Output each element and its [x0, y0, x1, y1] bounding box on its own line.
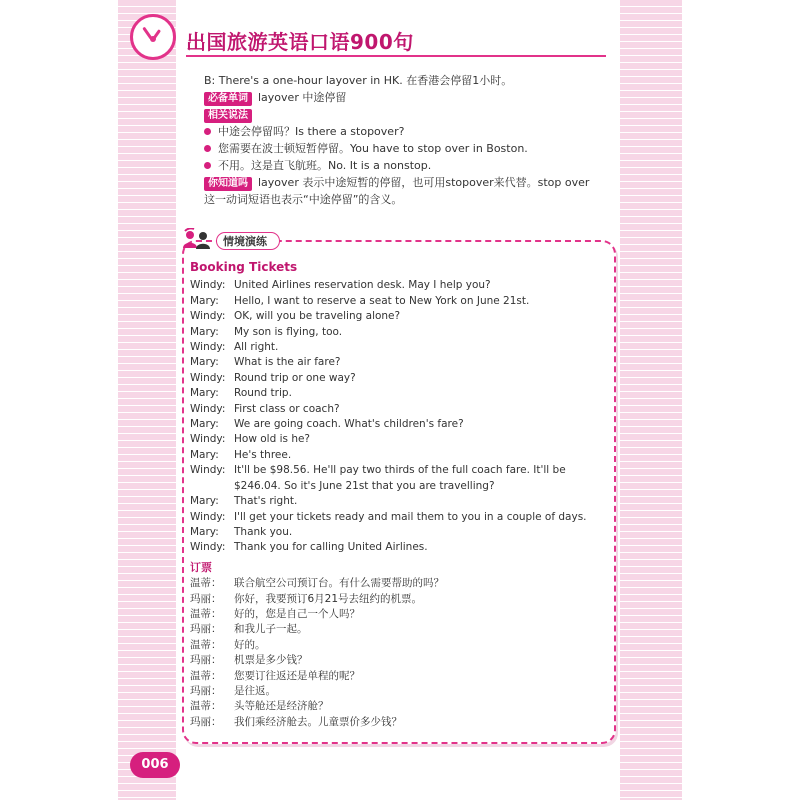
dialog-content: [190, 260, 610, 730]
utterance-text: 我们乘经济舱去。儿童票价多少钱？: [234, 715, 402, 728]
dialog-line: [190, 494, 610, 509]
speaker-name: 温蒂：: [190, 607, 222, 620]
utterance-text: OK, will you be traveling alone?: [234, 310, 401, 323]
utterance-text: That's right.: [234, 495, 298, 508]
dialog-line: [190, 684, 610, 699]
utterance-text: All right.: [234, 341, 279, 354]
speaker-name: Windy:: [190, 510, 226, 523]
dialog-line: [190, 607, 610, 622]
speaker-name: 玛丽：: [190, 715, 222, 728]
related-tag: 相关说法: [204, 109, 252, 123]
speaker-name: Mary:: [190, 418, 219, 431]
utterance-text: 联合航空公司预订台。有什么需要帮助的吗？: [234, 577, 444, 590]
speaker-name: 玛丽：: [190, 654, 222, 667]
know-text-1: layover 表示中途短暂的停留，也可用stopover来代替。stop over: [258, 176, 590, 189]
dialog-line: [190, 638, 610, 653]
know-text-2: 这一动词短语也表示“中途停留”的含义。: [204, 193, 403, 206]
speaker-name: Mary:: [190, 294, 219, 307]
dialog-line: [190, 540, 610, 555]
utterance-text: Thank you.: [234, 525, 293, 538]
book-page: [118, 0, 682, 800]
speaker-name: Windy:: [190, 541, 226, 554]
speaker-name: Windy:: [190, 402, 226, 415]
utterance-text: United Airlines reservation desk. May I help you?: [234, 279, 491, 292]
page-header: [118, 0, 682, 72]
dialog-line: [190, 309, 610, 324]
dialog-title-en: Booking Tickets: [190, 260, 298, 274]
utterance-text: 你好，我要预订6月21号去纽约的机票。: [234, 592, 423, 605]
dialog-lines-cn: [190, 576, 610, 730]
utterance-text: How old is he?: [234, 433, 311, 446]
speaker-name: 玛丽：: [190, 684, 222, 697]
speaker-name: 温蒂：: [190, 638, 222, 651]
utterance-text: I'll get your tickets ready and mail them to you in a couple of days.: [234, 510, 587, 523]
utterance-text: 好的。: [234, 638, 266, 651]
related-item: 中途会停留吗？Is there a stopover?: [204, 123, 624, 140]
dialog-line: [190, 294, 610, 309]
know-tag: 你知道吗: [204, 177, 252, 191]
utterance-text: First class or coach?: [234, 402, 340, 415]
dialog-line: [190, 715, 610, 730]
dialog-line: [190, 448, 610, 463]
utterance-text: What is the air fare?: [234, 356, 341, 369]
utterance-text: 头等舱还是经济舱？: [234, 700, 329, 713]
dialog-line: [190, 432, 610, 447]
scenario-label: 情境演练: [216, 232, 280, 250]
utterance-text: We are going coach. What's children's fare?: [234, 418, 464, 431]
dialog-title-cn: 订票: [190, 560, 212, 574]
utterance-text: 机票是多少钱？: [234, 654, 308, 667]
utterance-text: He's three.: [234, 448, 292, 461]
utterance-text: Round trip.: [234, 387, 292, 400]
speaker-name: 玛丽：: [190, 592, 222, 605]
dialog-line: [190, 653, 610, 668]
dialog-line: [190, 355, 610, 370]
speaker-name: Windy:: [190, 371, 226, 384]
dialog-line: [190, 525, 610, 540]
book-title: 出国旅游英语口语900句: [186, 30, 414, 54]
people-conversation-icon: [182, 228, 212, 252]
utterance-text: 您要订往返还是单程的呢？: [234, 669, 360, 682]
intro-section: [204, 72, 624, 208]
utterance-text: 是往返。: [234, 684, 276, 697]
know-line: [204, 174, 624, 191]
dialog-line: [190, 463, 610, 494]
dialog-line: [190, 576, 610, 591]
speaker-name: Windy:: [190, 433, 226, 446]
speaker-name: 温蒂：: [190, 669, 222, 682]
vocab-line: [204, 89, 624, 106]
right-decorative-band: [620, 0, 682, 800]
utterance-text: Hello, I want to reserve a seat to New York on June 21st.: [234, 294, 530, 307]
speaker-name: Mary:: [190, 325, 219, 338]
dialog-lines-en: [190, 278, 610, 555]
speaker-name: Windy:: [190, 279, 226, 292]
related-item: 不用。这是直飞航班。No. It is a nonstop.: [204, 157, 624, 174]
header-underline: [186, 55, 606, 57]
dialog-line: [190, 402, 610, 417]
dialog-line: [190, 592, 610, 607]
speaker-name: Mary:: [190, 387, 219, 400]
dialog-line: [190, 325, 610, 340]
dialog-line: [190, 386, 610, 401]
speaker-name: Windy:: [190, 341, 226, 354]
related-item: 您需要在波士顿短暂停留。You have to stop over in Boston.: [204, 140, 624, 157]
clock-icon: [130, 14, 176, 60]
dialog-line: [190, 699, 610, 714]
speaker-name: Mary:: [190, 356, 219, 369]
dialog-line: [190, 669, 610, 684]
utterance-text: My son is flying, too.: [234, 325, 343, 338]
utterance-text: 好的，您是自己一个人吗？: [234, 607, 360, 620]
vocab-tag: 必备单词: [204, 92, 252, 106]
related-tag-line: [204, 106, 624, 123]
speaker-name: Windy:: [190, 310, 226, 323]
dialog-line: [190, 340, 610, 355]
speaker-name: 玛丽：: [190, 623, 222, 636]
dialog-line: [190, 278, 610, 293]
dialog-line: [190, 417, 610, 432]
dialog-line: [190, 371, 610, 386]
speaker-name: Mary:: [190, 495, 219, 508]
dialog-line: [190, 510, 610, 525]
speaker-name: 温蒂：: [190, 577, 222, 590]
page-number: 006: [130, 752, 180, 778]
utterance-text: Thank you for calling United Airlines.: [234, 541, 428, 554]
speaker-name: Mary:: [190, 525, 219, 538]
speaker-name: 温蒂：: [190, 700, 222, 713]
utterance-text: Round trip or one way?: [234, 371, 356, 384]
dialog-line: [190, 622, 610, 637]
example-sentence: B: There's a one-hour layover in HK. 在香港会停留1小时。: [204, 74, 513, 87]
utterance-text: 和我儿子一起。: [234, 623, 308, 636]
vocab-text: layover 中途停留: [258, 91, 347, 104]
left-decorative-band: [118, 0, 176, 800]
speaker-name: Mary:: [190, 448, 219, 461]
speaker-name: Windy:: [190, 464, 226, 477]
utterance-text: It'll be $98.56. He'll pay two thirds of the full coach fare. It'll be $246.04. So it's June 21st that you are travelling?: [234, 464, 566, 492]
